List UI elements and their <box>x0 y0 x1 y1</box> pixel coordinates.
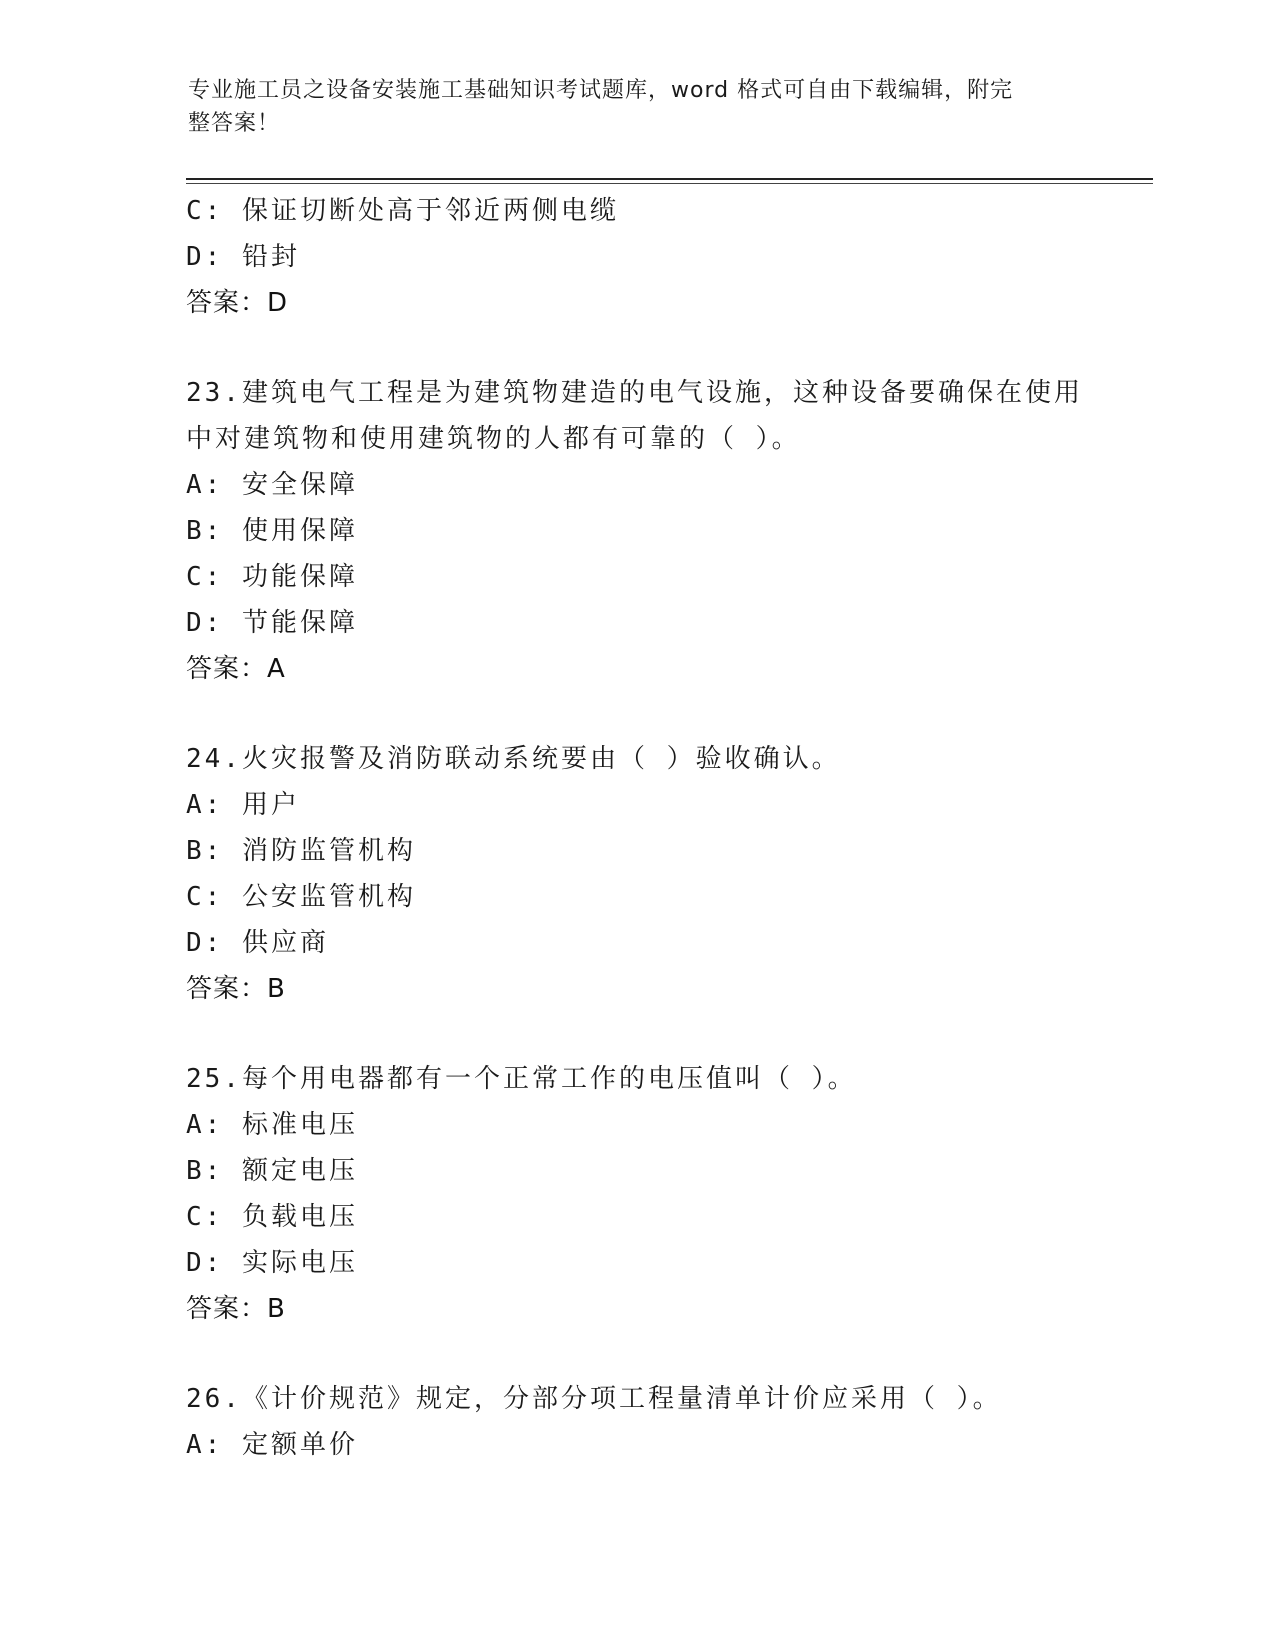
header-line-2: 整答案！ <box>188 111 281 136</box>
question-text: 24.火灾报警及消防联动系统要由（ ）验收确认。 <box>186 744 841 774</box>
option-d: D: 节能保障 <box>186 608 358 638</box>
option-b: B: 消防监管机构 <box>186 836 416 866</box>
option-b: B: 额定电压 <box>186 1156 358 1186</box>
option-a: A: 用户 <box>186 790 300 820</box>
spacer <box>186 1332 1086 1376</box>
answer: 答案：A <box>186 654 286 684</box>
question-23 <box>186 370 1086 692</box>
answer: 答案：D <box>186 288 289 318</box>
answer: 答案：B <box>186 1294 286 1324</box>
question-text: 25.每个用电器都有一个正常工作的电压值叫（ ）。 <box>186 1064 857 1094</box>
question-text: 26.《计价规范》规定，分部分项工程量清单计价应采用（ ）。 <box>186 1384 1002 1414</box>
question-text-line-2: 中对建筑物和使用建筑物的人都有可靠的（ ）。 <box>186 424 801 454</box>
option-d: D: 供应商 <box>186 928 329 958</box>
option-c: C: 功能保障 <box>186 562 358 592</box>
question-22 <box>186 188 1086 326</box>
option-a: A: 定额单价 <box>186 1430 358 1460</box>
question-list <box>186 188 1086 1468</box>
header-divider-thin <box>186 183 1153 184</box>
option-a: A: 标准电压 <box>186 1110 358 1140</box>
option-c: C: 负载电压 <box>186 1202 358 1232</box>
option-d: D: 铅封 <box>186 242 300 272</box>
question-25 <box>186 1056 1086 1332</box>
question-26 <box>186 1376 1086 1468</box>
header-divider-thick <box>186 178 1153 180</box>
header-line-1: 专业施工员之设备安装施工基础知识考试题库，word 格式可自由下载编辑，附完 <box>188 78 1014 103</box>
option-b: B: 使用保障 <box>186 516 358 546</box>
spacer <box>186 1012 1086 1056</box>
document-header <box>188 74 1068 140</box>
answer: 答案：B <box>186 974 286 1004</box>
spacer <box>186 692 1086 736</box>
option-c: C: 保证切断处高于邻近两侧电缆 <box>186 196 619 226</box>
question-24 <box>186 736 1086 1012</box>
option-c: C: 公安监管机构 <box>186 882 416 912</box>
question-text-line-1: 23.建筑电气工程是为建筑物建造的电气设施，这种设备要确保在使用 <box>186 378 1083 408</box>
spacer <box>186 326 1086 370</box>
option-d: D: 实际电压 <box>186 1248 358 1278</box>
option-a: A: 安全保障 <box>186 470 358 500</box>
